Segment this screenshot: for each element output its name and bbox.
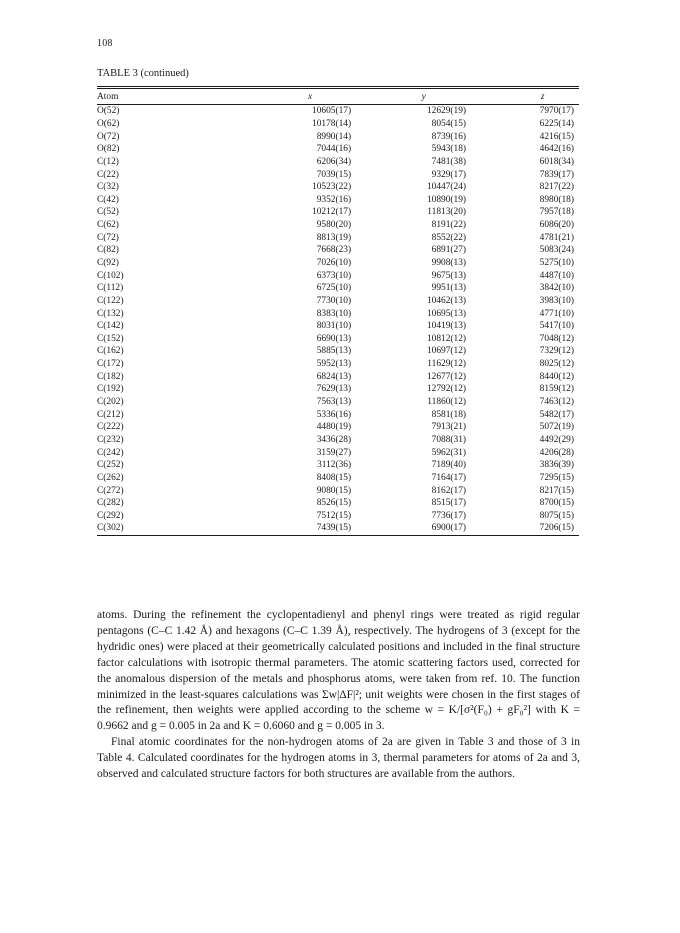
table-row bbox=[97, 282, 579, 295]
cell-z: 4642(16) bbox=[539, 144, 574, 155]
cell-atom: O(72) bbox=[97, 131, 120, 142]
cell-x: 8031(10) bbox=[316, 321, 352, 332]
cell-atom: O(82) bbox=[97, 144, 120, 155]
table-row bbox=[97, 130, 579, 143]
cell-atom: C(222) bbox=[97, 422, 124, 433]
cell-x: 7026(10) bbox=[316, 258, 352, 268]
cell-z: 7839(17) bbox=[539, 169, 574, 180]
table-row bbox=[97, 421, 579, 434]
cell-atom: C(112) bbox=[97, 283, 124, 294]
coordinates-grid bbox=[97, 89, 579, 104]
cell-atom: C(202) bbox=[97, 397, 124, 408]
cell-x: 7512(15) bbox=[316, 510, 352, 521]
cell-x: 9580(20) bbox=[316, 220, 352, 231]
cell-x: 4480(19) bbox=[316, 422, 352, 433]
header-z: z bbox=[540, 91, 545, 102]
cell-x: 3112(36) bbox=[317, 460, 352, 471]
table-row bbox=[97, 219, 579, 232]
cell-atom: C(152) bbox=[97, 333, 124, 344]
page-number: 108 bbox=[97, 38, 113, 49]
cell-z: 5072(19) bbox=[539, 422, 574, 433]
cell-x: 5336(16) bbox=[316, 409, 352, 420]
cell-z: 4206(28) bbox=[539, 447, 574, 458]
cell-x: 7563(13) bbox=[316, 397, 352, 408]
cell-z: 7463(12) bbox=[539, 397, 574, 408]
header-atom: Atom bbox=[97, 91, 119, 102]
cell-y: 10419(13) bbox=[426, 321, 467, 332]
cell-y: 5943(18) bbox=[431, 144, 467, 155]
cell-atom: O(62) bbox=[97, 118, 120, 129]
paragraph-refinement: atoms. During the refinement the cyclopentadienyl and phenyl rings were treated as rigid regular pentagons (C–C 1.42 Å) and hexagons (C–C 1.39 Å), respectively. The hydrogens of 3 (except for the hydridic ones) were placed at their geometrically calculated positions and included in the final structure factor calculations with isotropic thermal parameters. The atomic scattering factors used, corrected for the anomalous dispersion of the metals and phosphorus atoms, were taken from ref. 10. The function minimized in the least-squares calculations was Σw|ΔF|²; unit weights were chosen in the first stages of the refinement, then weights were applied according to the scheme w = K/[σ²(F₀) + gF₀²] with K = 0.9662 and g = 0.005 in 2a and K = 0.6060 and g = 0.005 in 3. bbox=[97, 609, 580, 733]
coordinates-table bbox=[97, 86, 579, 536]
cell-z: 8025(12) bbox=[539, 359, 574, 370]
cell-y: 8552(22) bbox=[431, 232, 467, 243]
cell-y: 10447(24) bbox=[426, 182, 467, 193]
cell-atom: C(52) bbox=[97, 207, 119, 218]
cell-y: 10890(19) bbox=[426, 194, 467, 205]
table-row bbox=[97, 143, 579, 156]
table-row bbox=[97, 446, 579, 459]
cell-z: 5417(10) bbox=[539, 321, 574, 332]
cell-z: 8217(15) bbox=[539, 485, 574, 496]
cell-atom: C(182) bbox=[97, 371, 124, 382]
cell-y: 5962(31) bbox=[431, 447, 467, 458]
cell-atom: C(122) bbox=[97, 295, 124, 306]
cell-z: 8217(22) bbox=[539, 182, 574, 193]
cell-x: 8526(15) bbox=[316, 498, 352, 509]
cell-y: 9908(13) bbox=[431, 258, 467, 268]
cell-z: 4781(21) bbox=[539, 232, 574, 243]
cell-x: 8990(14) bbox=[316, 131, 352, 142]
cell-y: 11629(12) bbox=[427, 359, 467, 370]
cell-atom: C(262) bbox=[97, 472, 124, 483]
cell-atom: C(212) bbox=[97, 409, 124, 420]
cell-x: 3436(28) bbox=[316, 434, 352, 445]
table-row bbox=[97, 244, 579, 257]
cell-x: 5952(13) bbox=[316, 359, 352, 370]
cell-atom: C(172) bbox=[97, 359, 124, 370]
table-body bbox=[97, 105, 579, 535]
cell-y: 9951(13) bbox=[431, 283, 467, 294]
table-row bbox=[97, 510, 579, 523]
cell-x: 7439(15) bbox=[316, 523, 352, 534]
table-row bbox=[97, 168, 579, 181]
table-row bbox=[97, 333, 579, 346]
cell-z: 3836(39) bbox=[539, 460, 574, 471]
cell-z: 8980(18) bbox=[539, 194, 574, 205]
table-row bbox=[97, 472, 579, 485]
cell-z: 6225(14) bbox=[539, 118, 574, 129]
cell-z: 8075(15) bbox=[539, 510, 574, 521]
cell-x: 3159(27) bbox=[316, 447, 352, 458]
cell-y: 12792(12) bbox=[426, 384, 467, 395]
cell-z: 3983(10) bbox=[539, 295, 574, 306]
cell-atom: C(82) bbox=[97, 245, 119, 256]
cell-y: 6900(17) bbox=[431, 523, 467, 534]
cell-x: 7039(15) bbox=[316, 169, 352, 180]
cell-x: 8383(10) bbox=[316, 308, 352, 319]
cell-atom: C(232) bbox=[97, 434, 124, 445]
cell-x: 6824(13) bbox=[316, 371, 352, 382]
table-row bbox=[97, 269, 579, 282]
cell-z: 5083(24) bbox=[539, 245, 574, 256]
cell-y: 8739(16) bbox=[431, 131, 467, 142]
cell-y: 8581(18) bbox=[431, 409, 467, 420]
cell-x: 6373(10) bbox=[316, 270, 352, 281]
table-row bbox=[97, 497, 579, 510]
cell-atom: C(12) bbox=[97, 156, 119, 167]
cell-y: 7736(17) bbox=[431, 510, 467, 521]
cell-x: 8813(19) bbox=[316, 232, 352, 243]
cell-z: 4487(10) bbox=[539, 270, 574, 281]
cell-x: 7044(16) bbox=[316, 144, 352, 155]
cell-atom: C(42) bbox=[97, 194, 119, 205]
table-row bbox=[97, 257, 579, 270]
cell-z: 4216(15) bbox=[539, 131, 574, 142]
table-row bbox=[97, 156, 579, 169]
table-row bbox=[97, 383, 579, 396]
header-y: y bbox=[421, 91, 426, 102]
cell-atom: C(272) bbox=[97, 485, 124, 496]
header-x: x bbox=[308, 91, 313, 102]
cell-z: 7970(17) bbox=[539, 106, 574, 117]
cell-z: 7206(15) bbox=[539, 523, 574, 534]
table-row bbox=[97, 206, 579, 219]
cell-y: 7088(31) bbox=[431, 434, 467, 445]
table-row bbox=[97, 295, 579, 308]
cell-x: 6206(34) bbox=[316, 156, 352, 167]
cell-y: 8054(15) bbox=[431, 118, 467, 129]
cell-x: 9080(15) bbox=[316, 485, 352, 496]
cell-atom: C(282) bbox=[97, 498, 124, 509]
table-header-row bbox=[97, 89, 579, 104]
table-row bbox=[97, 181, 579, 194]
cell-z: 6018(34) bbox=[539, 156, 574, 167]
cell-x: 10605(17) bbox=[312, 106, 352, 117]
cell-x: 7668(23) bbox=[316, 245, 352, 256]
cell-y: 9675(13) bbox=[431, 270, 467, 281]
cell-x: 7730(10) bbox=[316, 295, 352, 306]
table-row bbox=[97, 193, 579, 206]
cell-z: 8440(12) bbox=[539, 371, 574, 382]
table-row bbox=[97, 396, 579, 409]
cell-y: 7913(21) bbox=[431, 422, 467, 433]
table-bottom-rule bbox=[97, 535, 579, 536]
table-row bbox=[97, 522, 579, 535]
cell-atom: C(252) bbox=[97, 460, 124, 471]
table-row bbox=[97, 358, 579, 371]
cell-y: 7481(38) bbox=[431, 156, 467, 167]
cell-z: 7329(12) bbox=[539, 346, 574, 357]
cell-atom: C(72) bbox=[97, 232, 119, 243]
table-row bbox=[97, 484, 579, 497]
cell-x: 10212(17) bbox=[312, 207, 352, 218]
cell-y: 6891(27) bbox=[431, 245, 467, 256]
cell-y: 7189(40) bbox=[431, 460, 467, 471]
cell-x: 10523(22) bbox=[312, 182, 352, 193]
table-row bbox=[97, 105, 579, 118]
paragraph-coordinates: Final atomic coordinates for the non-hydrogen atoms of 2a are given in Table 3 and those of 3 in Table 4. Calculated coordinates for the hydrogen atoms in 3, thermal parameters for atoms of 2a and 3, observed and calculated structure factors for both structures are available from the authors. bbox=[97, 736, 580, 781]
cell-z: 6086(20) bbox=[539, 220, 574, 231]
cell-y: 8191(22) bbox=[431, 220, 467, 231]
cell-z: 8700(15) bbox=[539, 498, 574, 509]
cell-z: 4771(10) bbox=[539, 308, 574, 319]
cell-x: 7629(13) bbox=[316, 384, 352, 395]
table-row bbox=[97, 434, 579, 447]
cell-y: 10812(12) bbox=[426, 333, 467, 344]
table-row bbox=[97, 320, 579, 333]
cell-y: 10695(13) bbox=[426, 308, 467, 319]
cell-y: 11813(20) bbox=[427, 207, 467, 218]
cell-atom: C(92) bbox=[97, 258, 119, 268]
cell-y: 12629(19) bbox=[426, 106, 467, 117]
cell-z: 3842(10) bbox=[539, 283, 574, 294]
cell-z: 8159(12) bbox=[539, 384, 574, 395]
cell-y: 10462(13) bbox=[426, 295, 467, 306]
table-caption: TABLE 3 (continued) bbox=[97, 68, 189, 79]
cell-x: 9352(16) bbox=[316, 194, 352, 205]
cell-x: 5885(13) bbox=[316, 346, 352, 357]
cell-x: 6690(13) bbox=[316, 333, 352, 344]
table-row bbox=[97, 118, 579, 131]
cell-x: 8408(15) bbox=[316, 472, 352, 483]
cell-y: 12677(12) bbox=[426, 371, 467, 382]
cell-x: 10178(14) bbox=[312, 118, 352, 129]
table-row bbox=[97, 345, 579, 358]
cell-atom: C(242) bbox=[97, 447, 124, 458]
cell-atom: C(292) bbox=[97, 510, 124, 521]
cell-y: 9329(17) bbox=[431, 169, 467, 180]
cell-z: 7957(18) bbox=[539, 207, 574, 218]
table-row bbox=[97, 459, 579, 472]
cell-y: 7164(17) bbox=[431, 472, 467, 483]
cell-atom: C(302) bbox=[97, 523, 124, 534]
cell-atom: C(142) bbox=[97, 321, 124, 332]
table-row bbox=[97, 231, 579, 244]
table-row bbox=[97, 307, 579, 320]
cell-atom: C(132) bbox=[97, 308, 124, 319]
cell-atom: C(192) bbox=[97, 384, 124, 395]
cell-z: 7295(15) bbox=[539, 472, 574, 483]
cell-z: 7048(12) bbox=[539, 333, 574, 344]
body-text bbox=[97, 608, 580, 783]
cell-atom: C(102) bbox=[97, 270, 124, 281]
cell-atom: C(32) bbox=[97, 182, 119, 193]
coordinates-body bbox=[97, 105, 579, 535]
table-row bbox=[97, 408, 579, 421]
cell-atom: C(162) bbox=[97, 346, 124, 357]
cell-y: 10697(12) bbox=[426, 346, 467, 357]
cell-y: 8515(17) bbox=[431, 498, 467, 509]
cell-x: 6725(10) bbox=[316, 283, 352, 294]
cell-y: 11860(12) bbox=[427, 397, 467, 408]
cell-z: 4492(29) bbox=[539, 434, 574, 445]
table-row bbox=[97, 370, 579, 383]
cell-z: 5482(17) bbox=[539, 409, 574, 420]
cell-z: 5275(10) bbox=[539, 258, 574, 268]
cell-atom: C(62) bbox=[97, 220, 119, 231]
cell-atom: C(22) bbox=[97, 169, 119, 180]
cell-y: 8162(17) bbox=[431, 485, 467, 496]
cell-atom: O(52) bbox=[97, 106, 120, 117]
